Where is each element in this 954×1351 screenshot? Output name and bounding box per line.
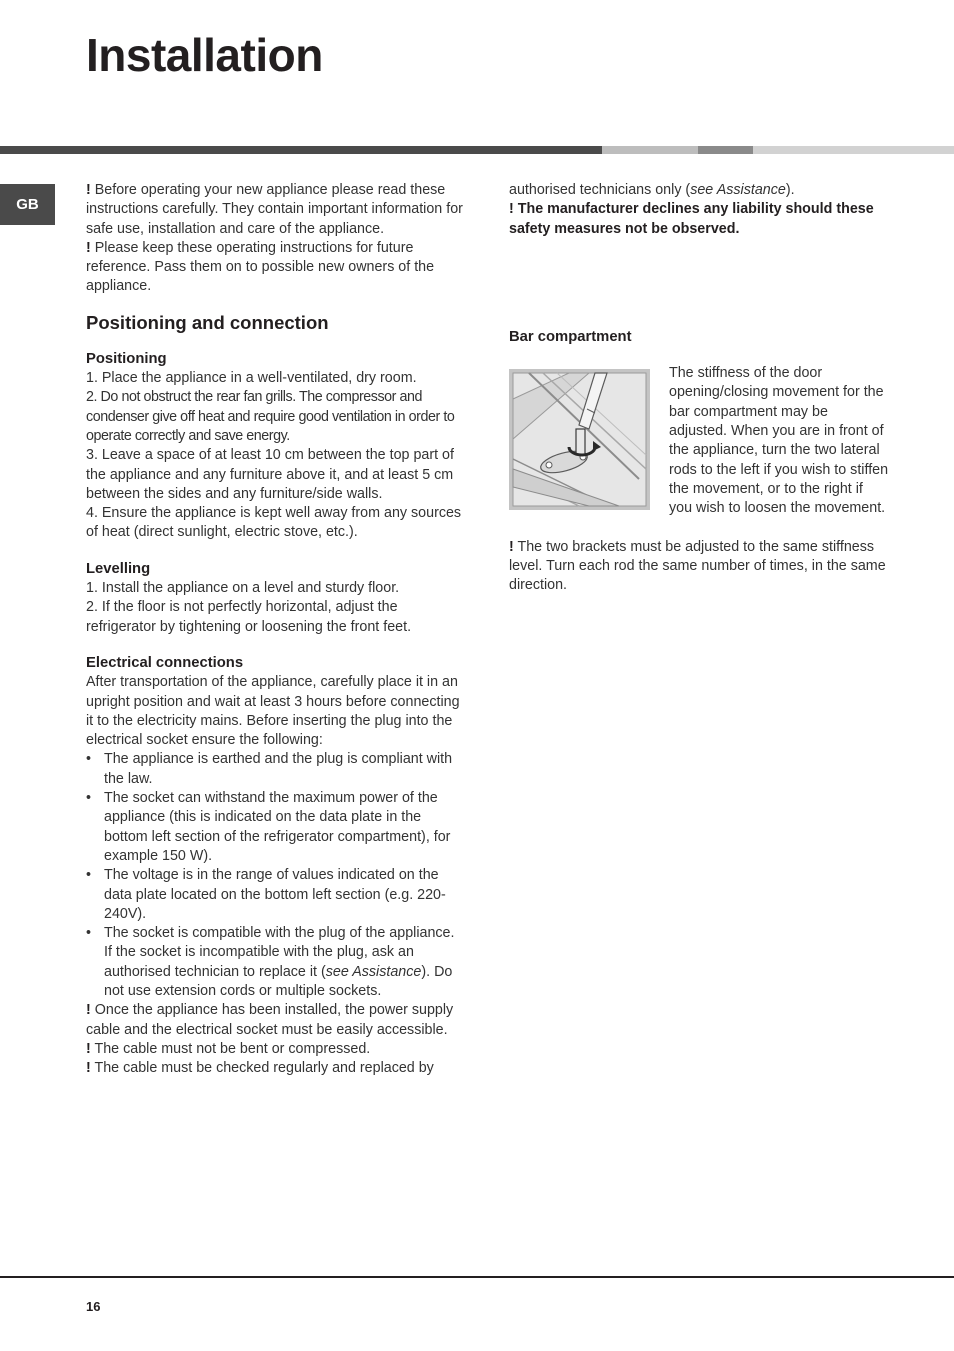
levelling-item: 2. If the floor is not perfectly horizontal, adjust the refrigerator by tightening or loosening the front feet.: [86, 599, 412, 635]
electrical-heading: Electrical connections: [86, 654, 244, 671]
page-title: Installation: [86, 29, 323, 81]
header-bar-light: [602, 146, 698, 154]
bar-compartment-text: The stiffness of the door opening/closing movement for the bar compartment may be adjusted. When you are in front of the appliance, turn the two lateral rods to the left if you wish to stiffen the movement, or to the right if you wish to loosen the movement.: [669, 365, 889, 517]
header-bar-dark: [0, 146, 602, 154]
positioning-item: 3. Leave a space of at least 10 cm between the top part of the appliance and any furniture above it, and at least 5 cm between the sides and any furniture/side walls.: [86, 447, 454, 502]
page-number: 16: [86, 1299, 101, 1314]
see-assistance-reference: see Assistance: [325, 963, 422, 980]
exclamation-icon: !: [86, 182, 91, 198]
bar-compartment-illustration: [509, 369, 650, 510]
exclamation-icon: !: [509, 201, 514, 218]
bullet-icon: •: [86, 867, 92, 884]
list-item: • The socket can withstand the maximum power of the appliance (this is indicated on the data plate in the bottom left section of the refrigerator compartment), for example 150 W).: [86, 790, 451, 864]
right-column: [509, 181, 889, 595]
exclamation-icon: !: [509, 538, 514, 555]
bar-compartment-figure-row: [509, 364, 889, 518]
footer-divider: [0, 1276, 954, 1278]
intro-paragraph-1: ! Before operating your new appliance please read these instructions carefully. They contain important information for safe use, installation and care of the appliance.: [86, 182, 463, 237]
exclamation-icon: !: [86, 239, 91, 256]
positioning-item: 1. Place the appliance in a well-ventilated, dry room.: [86, 370, 417, 387]
continued-text: authorised technicians only (see Assistance).: [509, 182, 795, 198]
bullet-icon: •: [86, 751, 92, 768]
electrical-checklist: [86, 750, 464, 1001]
list-item: • The socket is compatible with the plug of the appliance. If the socket is incompatible with the plug, ask an authorised technician to replace it (see Assistance). Do not use extension cords or multiple sockets.: [86, 925, 455, 999]
warning-accessible: ! Once the appliance has been installed, the power supply cable and the electrical socket must be easily accessible.: [86, 1002, 454, 1038]
warning-cable-bent: ! The cable must not be bent or compressed.: [86, 1040, 371, 1057]
section-heading: Positioning and connection: [86, 311, 329, 333]
see-assistance-reference: see Assistance: [690, 182, 786, 198]
header-bar-light-end: [753, 146, 954, 154]
bar-compartment-heading: Bar compartment: [509, 328, 632, 345]
intro-paragraph-2: ! Please keep these operating instructions for future reference. Pass them on to possible new owners of the appliance.: [86, 239, 435, 295]
positioning-item: 2. Do not obstruct the rear fan grills. The compressor and condenser give off heat and require good ventilation in order to operate correctly and save energy.: [86, 389, 455, 444]
positioning-item: 4. Ensure the appliance is kept well away from any sources of heat (direct sunlight, electric stove, etc.).: [86, 505, 462, 541]
positioning-heading: Positioning: [86, 350, 167, 367]
exclamation-icon: !: [86, 1040, 91, 1057]
header-bar-mid: [698, 146, 753, 154]
left-column: [86, 181, 464, 1078]
liability-warning: ! The manufacturer declines any liability should these safety measures not be observed.: [509, 201, 874, 237]
bullet-icon: •: [86, 925, 92, 942]
list-item: • The appliance is earthed and the plug is compliant with the law.: [86, 751, 453, 787]
electrical-intro: After transportation of the appliance, carefully place it in an upright position and wait at least 3 hours before connecting it to the electricity mains. Before inserting the plug into the electrical socket ensure the following:: [86, 674, 460, 749]
levelling-heading: Levelling: [86, 560, 151, 577]
exclamation-icon: !: [86, 1060, 91, 1077]
levelling-item: 1. Install the appliance on a level and sturdy floor.: [86, 580, 400, 597]
warning-cable-check: ! The cable must be checked regularly and replaced by: [86, 1060, 434, 1077]
list-item: • The voltage is in the range of values indicated on the data plate located on the bottom left section (e.g. 220-240V).: [86, 867, 446, 922]
bullet-icon: •: [86, 790, 92, 807]
exclamation-icon: !: [86, 1002, 91, 1019]
brackets-note: ! The two brackets must be adjusted to the same stiffness level. Turn each rod the same number of times, in the same direction.: [509, 538, 886, 594]
language-tab: GB: [0, 184, 55, 225]
